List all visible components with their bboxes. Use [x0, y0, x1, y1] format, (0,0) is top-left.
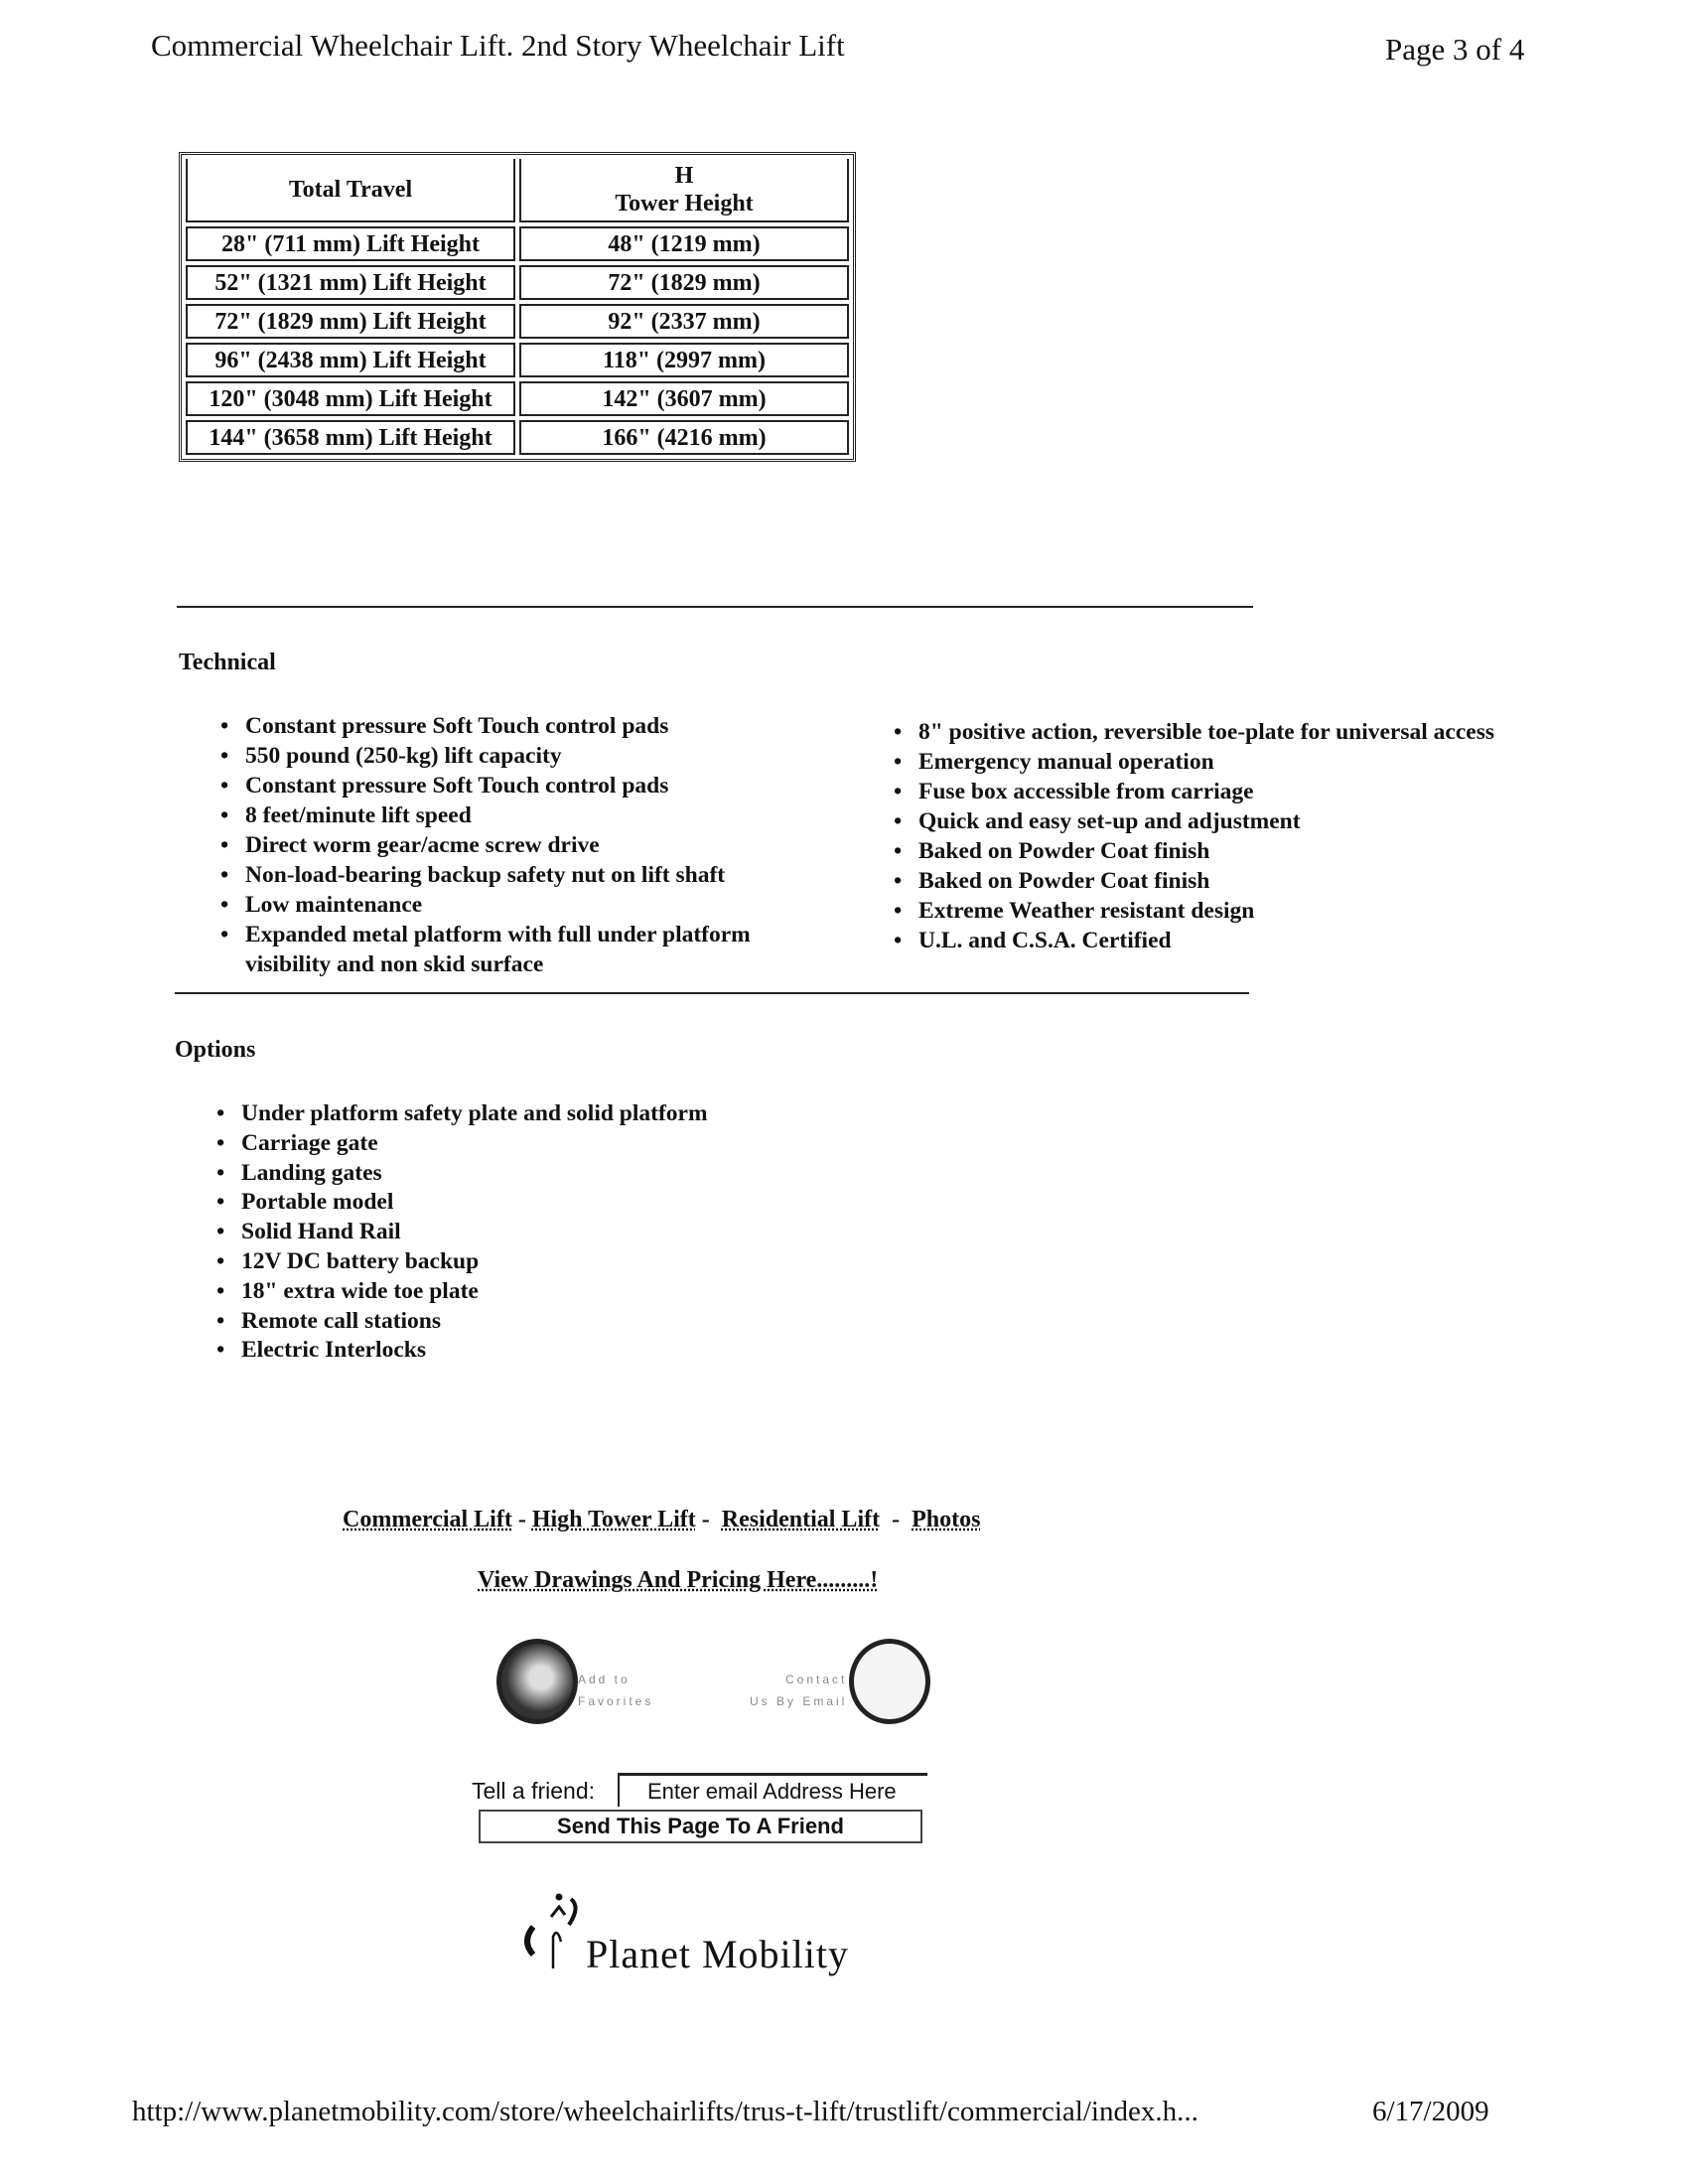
planet-mobility-logo [511, 1887, 889, 1981]
list-item: • Extreme Weather resistant design [894, 896, 1529, 926]
tower-height-cell: 92" (2337 mm) [519, 304, 849, 339]
favorites-label: Add to [578, 1673, 631, 1686]
total-travel-cell: 72" (1829 mm) Lift Height [186, 304, 515, 339]
list-item: • 18" extra wide toe plate [216, 1277, 1011, 1307]
nav-residential-lift[interactable]: Residential Lift [721, 1507, 881, 1532]
contact-label-2: Us By Email [750, 1694, 848, 1708]
technical-heading: Technical [179, 650, 276, 675]
table-row [186, 343, 849, 377]
list-item: • Direct worm gear/acme screw drive [220, 830, 836, 860]
list-item: • Constant pressure Soft Touch control pads [220, 771, 836, 801]
list-item: • Low maintenance [220, 890, 836, 920]
list-item: • Solid Hand Rail [216, 1218, 1011, 1247]
tower-height-cell: 48" (1219 mm) [519, 226, 849, 261]
options-list [216, 1099, 1011, 1366]
add-to-favorites-button[interactable] [496, 1639, 685, 1728]
tower-height-cell: 142" (3607 mm) [519, 381, 849, 416]
list-item: • Emergency manual operation [894, 747, 1529, 777]
email-input[interactable] [618, 1773, 927, 1807]
list-item: • Fuse box accessible from carriage [894, 777, 1529, 806]
list-item: • 8 feet/minute lift speed [220, 801, 836, 830]
list-item: • U.L. and C.S.A. Certified [894, 926, 1529, 955]
technical-list-left [220, 711, 836, 979]
list-item: • 8" positive action, reversible toe-plate for universal access [894, 717, 1529, 747]
total-travel-cell: 144" (3658 mm) Lift Height [186, 420, 515, 455]
tower-height-cell: 166" (4216 mm) [519, 420, 849, 455]
list-item: • Non-load-bearing backup safety nut on lift shaft [220, 860, 836, 890]
spec-table [179, 152, 856, 462]
contact-label: Contact [784, 1673, 848, 1686]
total-travel-cell: 52" (1321 mm) Lift Height [186, 265, 515, 300]
page-number: Page 3 of 4 [1385, 32, 1525, 67]
table-row [186, 265, 849, 300]
divider [177, 606, 1253, 608]
nav-commercial-lift[interactable]: Commercial Lift [343, 1507, 512, 1532]
nav-links [343, 1507, 980, 1533]
list-item: • Constant pressure Soft Touch control pads [220, 711, 836, 741]
options-heading: Options [175, 1037, 256, 1063]
tower-height-cell: 72" (1829 mm) [519, 265, 849, 300]
logo-figure-icon [511, 1887, 591, 1981]
list-item: • Electric Interlocks [216, 1336, 1011, 1366]
list-item: • Remote call stations [216, 1307, 1011, 1337]
table-row [186, 420, 849, 455]
list-item: • 12V DC battery backup [216, 1247, 1011, 1277]
list-item: • Baked on Powder Coat finish [894, 836, 1529, 866]
technical-list-right [894, 717, 1529, 955]
favorites-label-2: Favorites [578, 1694, 654, 1708]
view-drawings-link[interactable]: View Drawings And Pricing Here.........! [478, 1567, 879, 1593]
nav-sep: - [517, 1507, 526, 1532]
tower-height-cell: 118" (2997 mm) [519, 343, 849, 377]
tell-friend-label: Tell a friend: [472, 1778, 596, 1804]
list-item: • Under platform safety plate and solid platform [216, 1099, 1011, 1129]
list-item: • Quick and easy set-up and adjustment [894, 806, 1529, 836]
total-travel-cell: 28" (711 mm) Lift Height [186, 226, 515, 261]
footer-date: 6/17/2009 [1372, 2096, 1489, 2127]
nav-sep: - [701, 1507, 710, 1532]
total-travel-cell: 120" (3048 mm) Lift Height [186, 381, 515, 416]
nav-photos[interactable]: Photos [912, 1507, 981, 1532]
send-to-friend-button[interactable]: Send This Page To A Friend [479, 1810, 922, 1843]
list-item: • 550 pound (250-kg) lift capacity [220, 741, 836, 771]
nav-high-tower-lift[interactable]: High Tower Lift [531, 1507, 696, 1532]
list-item: • Portable model [216, 1188, 1011, 1218]
page-title: Commercial Wheelchair Lift. 2nd Story Wheelchair Lift [151, 28, 845, 63]
footer-url: http://www.planetmobility.com/store/wheelchairlifts/trus-t-lift/trustlift/commercial/index.h... [132, 2096, 1198, 2127]
header-tower: Tower Height [615, 191, 754, 217]
list-item: • Baked on Powder Coat finish [894, 866, 1529, 896]
nav-sep: - [892, 1507, 901, 1532]
list-item: • Expanded metal platform with full under platform visibility and non skid surface [220, 920, 836, 979]
contact-by-email-button[interactable] [735, 1639, 933, 1728]
table-header-row [186, 159, 849, 222]
header-tower-height [519, 159, 849, 222]
table-row [186, 226, 849, 261]
logo-text: Planet Mobility [586, 1932, 849, 1976]
internet-explorer-icon [496, 1639, 578, 1724]
total-travel-cell: 96" (2438 mm) Lift Height [186, 343, 515, 377]
header-h: H [674, 163, 694, 189]
header-total-travel: Total Travel [186, 159, 515, 222]
table-row [186, 381, 849, 416]
list-item: • Landing gates [216, 1159, 1011, 1189]
email-icon [849, 1639, 930, 1724]
divider [175, 992, 1249, 994]
table-row [186, 304, 849, 339]
list-item: • Carriage gate [216, 1129, 1011, 1159]
